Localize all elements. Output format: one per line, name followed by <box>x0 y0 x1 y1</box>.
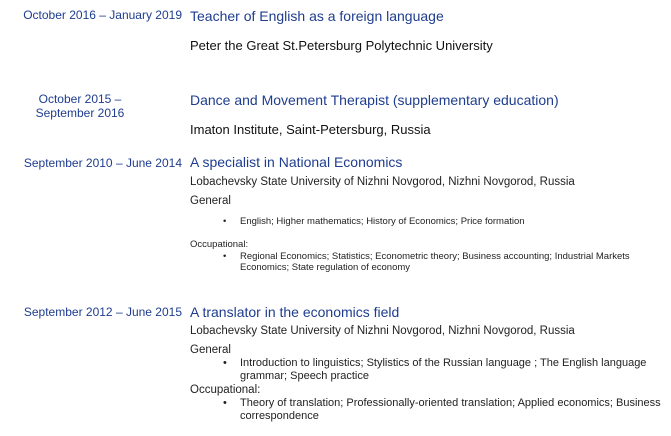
general-list <box>190 216 665 227</box>
entry-dates: September 2010 – June 2014 <box>23 156 182 170</box>
occupational-list <box>190 251 665 273</box>
entry-institution: Lobachevsky State University of Nizhni Novgorod, Nizhni Novgorod, Russia <box>190 176 575 188</box>
entry-content <box>190 92 665 138</box>
list-item: • Theory of translation; Professionally-oriented translation; Applied economics; Business correspondence <box>190 397 665 423</box>
entry-institution: Imaton Institute, Saint-Petersburg, Russia <box>190 122 431 137</box>
entry-institution: Lobachevsky State University of Nizhni Novgorod, Nizhni Novgorod, Russia <box>190 325 575 337</box>
general-label: General <box>190 344 231 356</box>
list-item: • Regional Economics; Statistics; Econometric theory; Business accounting; Industrial Markets Economics; State regulation of economy <box>190 251 665 273</box>
list-item: • Introduction to linguistics; Stylistics of the Russian language ; The English language grammar; Speech practice <box>190 357 665 383</box>
entry-dates: September 2012 – June 2015 <box>23 305 182 319</box>
entry-content <box>190 8 665 54</box>
list-item: • English; Higher mathematics; History of Economics; Price formation <box>190 216 665 227</box>
occupational-list <box>190 397 665 423</box>
entry-title: Teacher of English as a foreign language <box>190 8 444 24</box>
occupational-label: Occupational: <box>190 239 249 250</box>
occupational-label: Occupational: <box>190 384 261 396</box>
entry-title: A specialist in National Economics <box>190 154 403 170</box>
general-list <box>190 357 665 383</box>
entry-institution: Peter the Great St.Petersburg Polytechnic University <box>190 38 493 53</box>
entry-dates <box>0 92 160 120</box>
entry-title: Dance and Movement Therapist (supplementary education) <box>190 92 559 108</box>
entry-content <box>190 154 665 273</box>
entry-dates-line1: October 2015 – <box>38 92 122 106</box>
entry-dates-line2: September 2016 <box>35 106 125 120</box>
entry-title: A translator in the economics field <box>190 304 400 320</box>
entry-content <box>190 304 665 423</box>
general-label: General <box>190 195 231 207</box>
entry-dates: October 2016 – January 2019 <box>23 8 182 22</box>
